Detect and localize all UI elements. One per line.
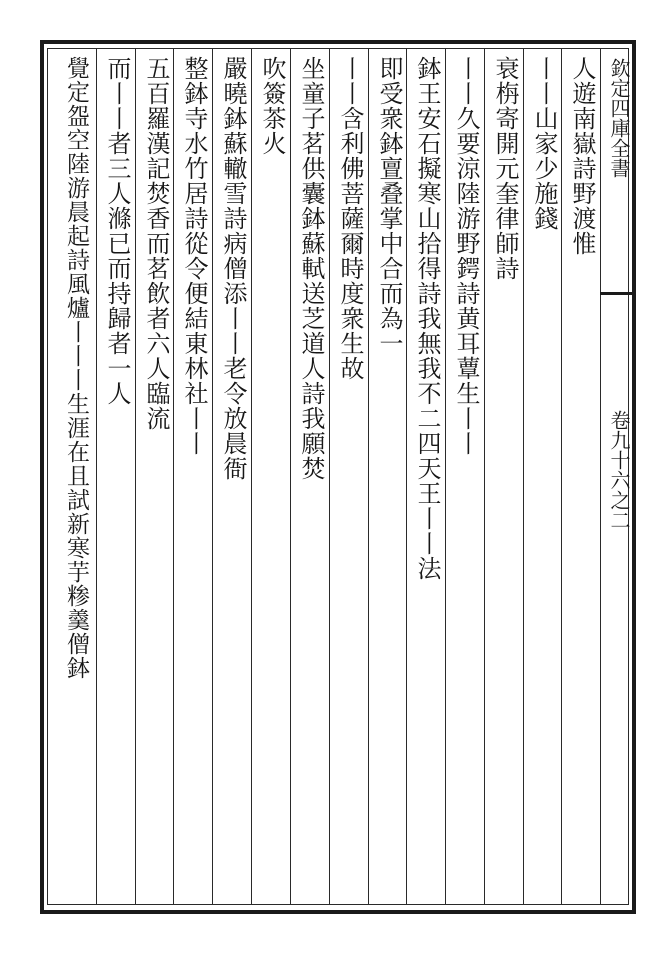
text-column: 吹簽茶火 bbox=[258, 56, 286, 156]
text-column: 而丨丨者三人滌已而持歸者一人 bbox=[103, 56, 131, 406]
text-column: 即受衆鉢亶叠掌中合而為一 bbox=[375, 56, 403, 356]
text-column: 丨丨山家少施錢 bbox=[530, 56, 558, 231]
text-column: 五百羅漢記焚香而茗飲者六人臨流 bbox=[142, 56, 170, 431]
text-column: 嚴曉鉢蘇轍雪詩病僧添丨丨老令放晨衙 bbox=[219, 56, 247, 481]
text-column: 覺定盌空陸游晨起詩風爐丨丨丨生涯在且試新寒芋糁羹僧鉢 bbox=[63, 56, 89, 680]
text-column: 丨丨久要涼陸游野鍔詩黄耳蕈生丨丨 bbox=[452, 56, 480, 456]
book-title-header: 欽定四庫全書 bbox=[607, 58, 631, 178]
text-column: 坐童子茗供囊鉢蘇軾送芝道人詩我願焚 bbox=[297, 56, 325, 481]
text-column: 丨丨含利佛菩薩爾時度衆生故 bbox=[336, 56, 364, 381]
side-divider bbox=[600, 292, 636, 295]
text-column: 人遊南嶽詩野渡惟 bbox=[568, 56, 596, 256]
volume-label: 卷九十六之二 bbox=[607, 410, 631, 530]
text-column: 鉢王安石擬寒山拾得詩我無我不二四天王丨丨法 bbox=[413, 56, 441, 581]
text-column: 整鉢寺水竹居詩從令便結東林社丨丨 bbox=[180, 56, 208, 456]
text-column: 衰栴寄開元奎律師詩 bbox=[491, 56, 519, 281]
